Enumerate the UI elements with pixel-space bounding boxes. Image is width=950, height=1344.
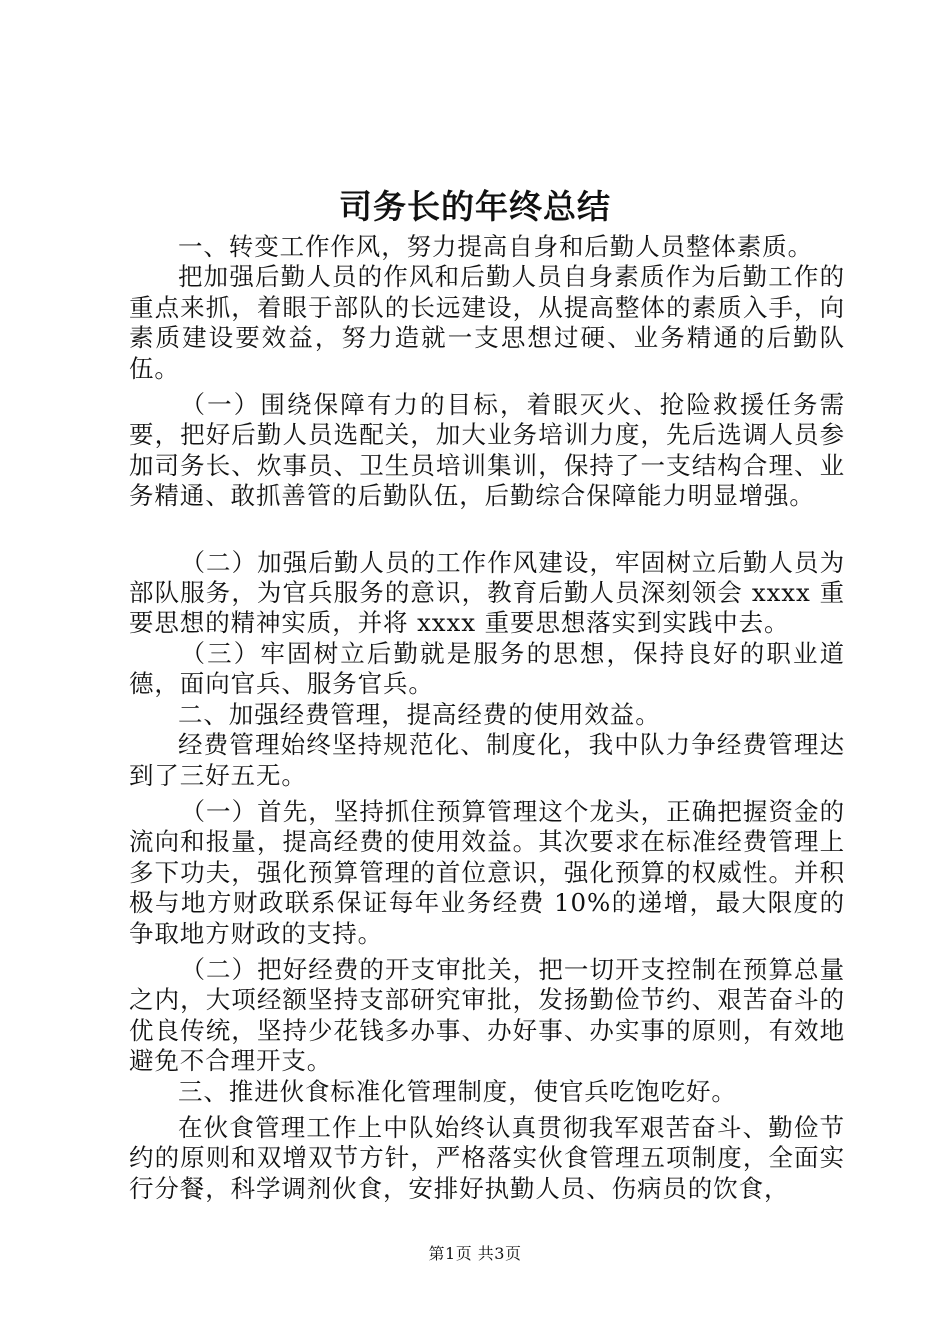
document-title: 司务长的年终总结 bbox=[339, 187, 611, 226]
body-paragraph: （二）把好经费的开支审批关，把一切开支控制在预算总量之内，大项经额坚持支部研究审批，发扬勤俭节约、艰苦奋斗的优良传统，坚持少花钱多办事、办好事、办实事的原则，有效地避免不合理开支。 bbox=[129, 954, 845, 1076]
section-heading-2: 二、加强经费管理，提高经费的使用效益。 bbox=[178, 699, 661, 729]
body-paragraph: （三）牢固树立后勤就是服务的思想，保持良好的职业道德，面向官兵、服务官兵。 bbox=[129, 638, 845, 699]
section-heading-1: 一、转变工作作风，努力提高自身和后勤人员整体素质。 bbox=[178, 232, 813, 261]
body-paragraph: （二）加强后勤人员的工作作风建设，牢固树立后勤人员为部队服务，为官兵服务的意识，教育后勤人员深刻领会 xxxx 重要思想的精神实质，并将 xxxx 重要思想落实到实践中去。 bbox=[129, 547, 845, 638]
body-paragraph: 在伙食管理工作上中队始终认真贯彻我军艰苦奋斗、勤俭节约的原则和双增双节方针，严格落实伙食管理五项制度，全面实行分餐，科学调剂伙食，安排好执勤人员、伤病员的饮食， bbox=[129, 1112, 845, 1203]
document-body bbox=[129, 232, 845, 1204]
section-heading-3: 三、推进伙食标准化管理制度，使官兵吃饱吃好。 bbox=[178, 1076, 737, 1106]
body-paragraph: 把加强后勤人员的作风和后勤人员自身素质作为后勤工作的重点来抓，着眼于部队的长远建设，从提高整体的素质入手，向素质建设要效益，努力造就一支思想过硬、业务精通的后勤队伍。 bbox=[129, 262, 845, 383]
body-paragraph: （一）首先，坚持抓住预算管理这个龙头，正确把握资金的流向和报量，提高经费的使用效益。其次要求在标准经费管理上多下功夫，强化预算管理的首位意识，强化预算的权威性。并积极与地方财政联系保证每年业务经费 10%的递增，最大限度的争取地方财政的支持。 bbox=[129, 796, 845, 948]
body-paragraph: （一）围绕保障有力的目标，着眼灭火、抢险救援任务需要，把好后勤人员选配关，加大业务培训力度，先后选调人员参加司务长、炊事员、卫生员培训集训，保持了一支结构合理、业务精通、敢抓善管的后勤队伍，后勤综合保障能力明显增强。 bbox=[129, 390, 845, 511]
page-footer: 第1页 共3页 bbox=[428, 1244, 522, 1263]
body-paragraph: 经费管理始终坚持规范化、制度化，我中队力争经费管理达到了三好五无。 bbox=[129, 730, 845, 790]
